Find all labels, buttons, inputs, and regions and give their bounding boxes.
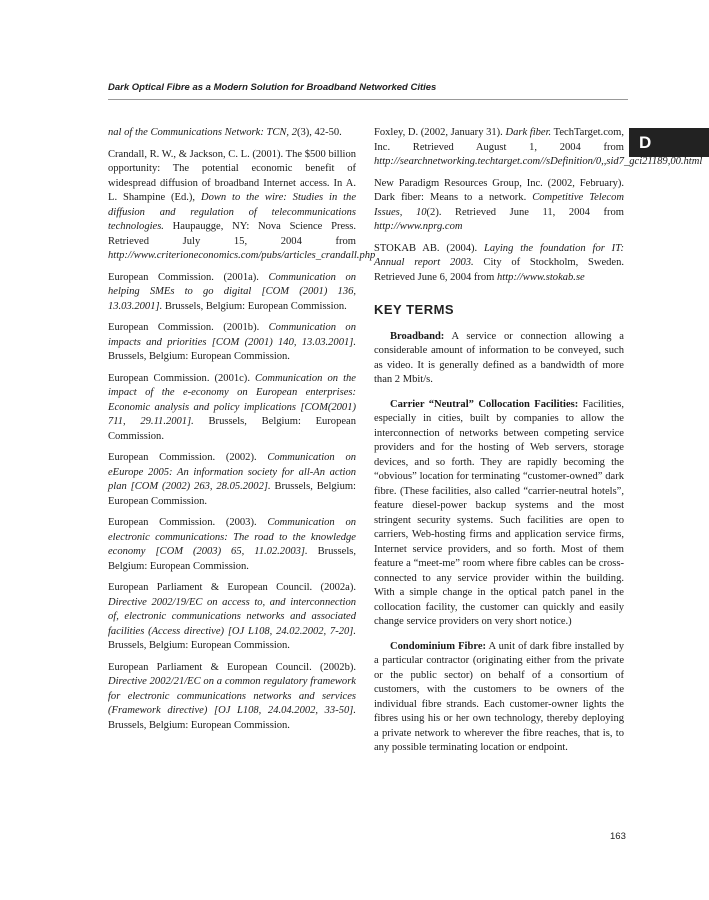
key-terms-heading: KEY TERMS [374, 302, 455, 317]
reference-mid: Brussels, Belgium: European Commission. [108, 546, 356, 572]
term-definition: Facilities, especially in cities, built by companies to allow the interconnection of networks between competing service providers and for the hosting of Web servers, storage devices, and so forth. They are rapidly becoming the “obvious” location for terminating “customer-owned” dark fibre. (These facilities, also called “carrier-neutral hotels”, feature diesel-power backup systems and the most stringent security systems. Such facilities are open to carriers, Web-hosting firms and application service firms, Internet service providers, and so forth. Most of them feature a “meet-me” room where fibre cables can be cross-connected to any service provider within the building. With a simple change in the optical patch panel in the collocation facility, the customer can quickly and easily change service providers on very short notice.) [374, 398, 624, 627]
reference-pre: European Commission. (2001b). [108, 322, 269, 333]
term-name: Condominium Fibre: [390, 640, 487, 652]
key-terms-list [374, 330, 624, 756]
reference-mid: Brussels, Belgium: European Commission. [108, 640, 290, 651]
term-definition: A service or connection allowing a considerable amount of information to be conveyed, such as video. It is generally defined as a bandwidth of more than 2 Mbit/s. [374, 330, 624, 385]
reference-it1: Down to the wire: Studies in the diffusion and regulation of telecommunications technologies. [108, 192, 356, 232]
reference-pre: European Commission. (2002). [108, 452, 268, 463]
term-definition: A unit of dark fibre installed by a particular contractor (originating either from the private or the public sector) on behalf of a consortium of customers, with the customers to be owners of the individual fibre strands. Each customer-owner lights the fibres using his or her own technology, thereby deploying a private network to wherever the fibre reaches, that is, to any possible terminating location or endpoint. [374, 640, 624, 753]
reference-mid: Haupaugge, NY: Nova Science Press. Retrieved July 15, 2004 from [108, 221, 356, 247]
reference-mid: (3), 42-50. [296, 127, 342, 138]
reference-entry [108, 321, 356, 365]
reference-entry [108, 516, 356, 574]
running-head: Dark Optical Fibre as a Modern Solution for Broadband Networked Cities [108, 82, 437, 93]
reference-it1: Competitive Telecom Issues, 10 [374, 192, 624, 218]
reference-it1: Communication on eEurope 2005: An information society for all-An action plan [COM (2002) 263, 28.05.2002]. [108, 452, 356, 492]
reference-entry [374, 242, 624, 286]
reference-pre: Foxley, D. (2002, January 31). [374, 127, 506, 138]
reference-pre: New Paradigm Resources Group, Inc. (2002, February). Dark fiber: Means to a network. [374, 177, 624, 203]
header-rule [108, 99, 628, 100]
reference-entry [108, 661, 356, 734]
reference-it2: http://www.criterioneconomics.com/pubs/articles_crandall.php [108, 250, 376, 261]
reference-mid: City of Stockholm, Sweden. Retrieved June 6, 2004 from [374, 257, 624, 283]
reference-pre: STOKAB AB. (2004). [374, 242, 485, 254]
reference-it1: Laying the foundation for IT: Annual report 2003. [374, 242, 624, 268]
reference-entry [108, 148, 376, 264]
reference-pre: European Parliament & European Council. (2002a). [108, 582, 356, 593]
reference-it1: Directive 2002/21/EC on a common regulatory framework for electronic communications networks and services (Framework directive) [OJ L108, 24.04.2002, 33-50]. [108, 676, 356, 716]
reference-mid: Brussels, Belgium: European Commission. [108, 416, 356, 442]
reference-pre: European Commission. (2001a). [108, 271, 269, 283]
reference-entry [374, 177, 624, 235]
reference-pre: European Parliament & European Council. (2002b). [108, 661, 356, 673]
reference-it1: Communication on impacts and priorities [COM (2001) 140, 13.03.2001]. [108, 322, 356, 348]
reference-pre: European Commission. (2001c). [108, 372, 256, 384]
reference-entry [374, 126, 703, 170]
reference-entry [108, 451, 356, 509]
right-column [374, 126, 703, 766]
right-references [374, 126, 703, 285]
reference-it1: Directive 2002/19/EC on access to, and interconnection of, electronic communications networks and associated facilities (Access directive) [OJ L108, 24.02.2002, 7-20]. [108, 596, 356, 637]
left-column [108, 126, 376, 740]
reference-it2: http://www.nprg.com [374, 221, 463, 232]
reference-it1: Communication on electronic communications: The road to the knowledge economy [COM (2003) 65, 11.02.2003]. [108, 517, 356, 557]
reference-pre: European Commission. (2003). [108, 517, 268, 528]
section-tab: D [629, 128, 709, 157]
reference-entry [108, 581, 356, 654]
reference-it1: nal of the Communications Network: TCN, 2 [108, 127, 297, 138]
reference-entry [108, 372, 356, 445]
term-name: Carrier “Neutral” Collocation Facilities: [390, 398, 579, 410]
reference-mid: Brussels, Belgium: European Commission. [108, 351, 290, 362]
page-number: 163 [610, 831, 626, 842]
reference-pre: Crandall, R. W., & Jackson, C. L. (2001). The $500 billion opportunity: The potential economic benefit of widespread diffusion of broadband Internet access. In A. L. Shampine (Ed.), [108, 148, 356, 203]
reference-entry [108, 271, 356, 315]
reference-mid: Brussels, Belgium: European Commission. [108, 719, 290, 731]
reference-mid: (2). Retrieved June 11, 2004 from [426, 206, 624, 218]
reference-mid: Brussels, Belgium: European Commission. [162, 300, 347, 312]
reference-it1: Dark fiber. [505, 127, 552, 138]
reference-mid: Brussels, Belgium: European Commission. [108, 481, 356, 507]
reference-mid: TechTarget.com, Inc. Retrieved August 1, 2004 from [374, 127, 624, 153]
key-term-entry [374, 398, 624, 630]
key-term-entry [374, 640, 624, 756]
reference-it1: Communication on the impact of the e-economy on European enterprises: Economic analysis and policy implications [COM(2001) 711, 29.11.2001]. [108, 372, 356, 427]
reference-it2: http://www.stokab.se [497, 271, 585, 283]
term-name: Broadband: [390, 330, 445, 342]
reference-it2: http://searchnetworking.techtarget.com//sDefinition/0,,sid7_gci21189,00.html [374, 156, 703, 167]
reference-entry [108, 126, 356, 141]
key-term-entry [374, 330, 624, 388]
reference-it1: Communication on helping SMEs to go digital [COM (2001) 136, 13.03.2001]. [108, 271, 356, 312]
